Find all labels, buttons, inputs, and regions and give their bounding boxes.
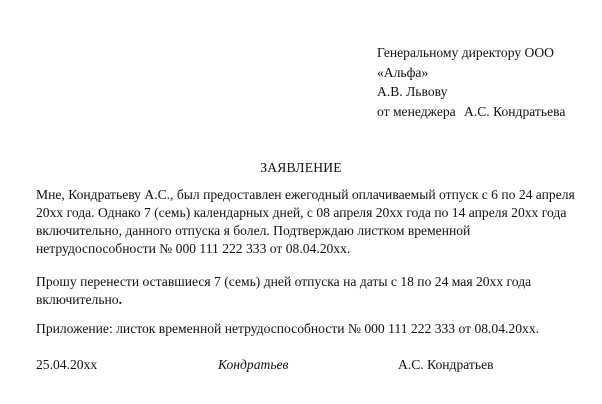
signature-row (0, 357, 602, 377)
signature-date: 25.04.20хх (36, 357, 98, 372)
addressee-block (377, 43, 597, 121)
body-paragraph-2-end: . (118, 292, 122, 307)
addressee-line-3: А.В. Львову (377, 84, 448, 99)
addressee-line-2: «Альфа» (377, 64, 429, 80)
body-paragraph-2 (36, 273, 581, 309)
addressee-from-line (377, 102, 597, 122)
document-title: ЗАЯВЛЕНИЕ (260, 160, 342, 175)
body-paragraph-2-text: Прошу перенести оставшиеся 7 (семь) дней отпуска на даты с 18 по 24 мая 20хх года включительно (36, 274, 532, 307)
body-paragraph-1: Мне, Кондратьеву А.С., был предоставлен ежегодный оплачиваемый отпуск с 6 по 24 апреля 20хх года. Однако 7 (семь) календарных дней, с 08 апреля 20хх года по 14 апреля 20хх года включительно, данного отпуска я болел. Подтверждаю листком временной нетрудоспособности № 000 111 222 333 от 08.04.20хх. (36, 187, 575, 256)
addressee-line-1: Генеральному директору ООО (377, 45, 554, 60)
attachment-paragraph: Приложение: листок временной нетрудоспособности № 000 111 222 333 от 08.04.20хх. (36, 321, 540, 336)
signature-name: А.С. Кондратьев (398, 357, 494, 372)
signature-handwritten: Кондратьев (218, 357, 289, 372)
from-role: от менеджера (377, 103, 456, 119)
from-name: А.С. Кондратьева (464, 103, 566, 119)
